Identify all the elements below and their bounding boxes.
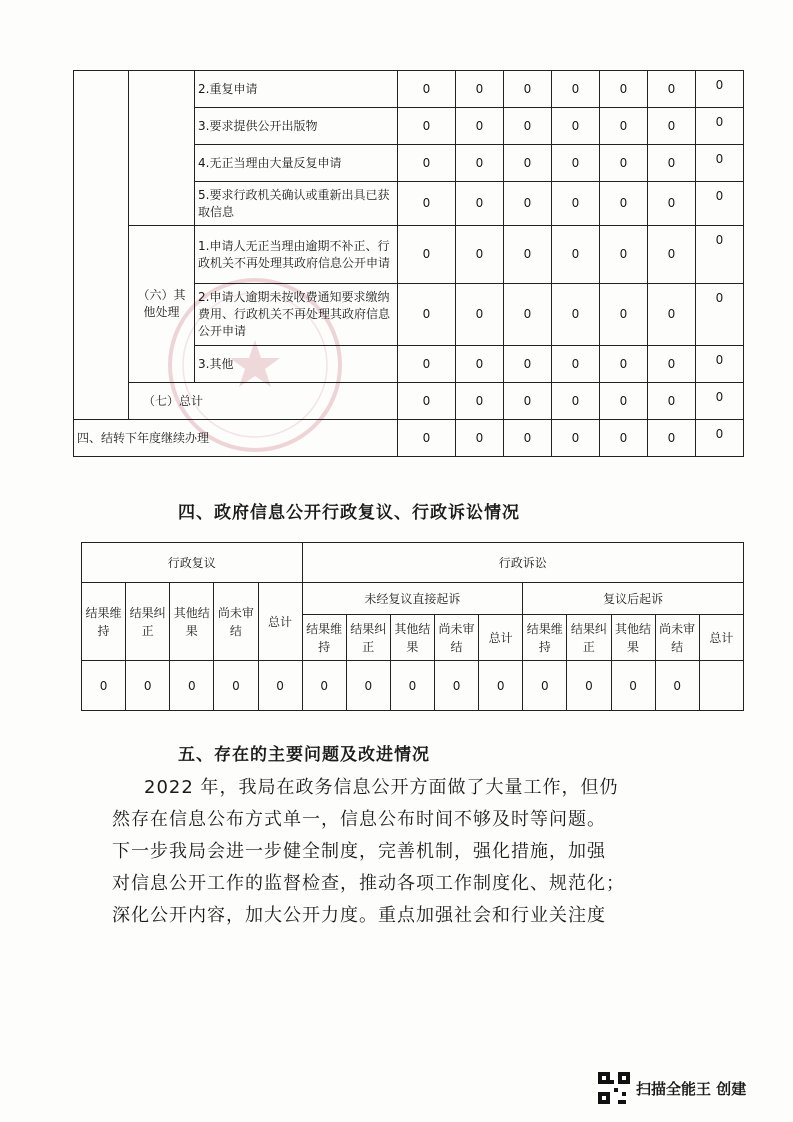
body-paragraph	[112, 772, 692, 932]
application-handling-table	[73, 70, 744, 457]
total-value: 0	[504, 383, 552, 420]
row-label: 2.申请人逾期未按收费通知要求缴纳费用、行政机关不再处理其政府信息公开申请	[195, 284, 398, 346]
row-value: 0	[696, 145, 744, 182]
row-value: 0	[648, 284, 696, 346]
col-review-2: 结果纠正	[126, 583, 170, 661]
review-value: 0	[126, 661, 170, 711]
row-value: 0	[648, 226, 696, 284]
row-value: 0	[552, 346, 600, 383]
row-value: 0	[456, 284, 504, 346]
row-value: 0	[552, 182, 600, 226]
row-value: 0	[456, 108, 504, 145]
row-value: 0	[600, 145, 648, 182]
total-value: 0	[456, 383, 504, 420]
row-value: 0	[600, 182, 648, 226]
col-direct-4: 尚未审结	[435, 615, 479, 661]
after-value: 0	[655, 661, 699, 711]
total-value: 0	[600, 383, 648, 420]
qr-code-icon	[598, 1072, 630, 1104]
total-value: 0	[696, 383, 744, 420]
row-value: 0	[504, 226, 552, 284]
section-4-title: 四、政府信息公开行政复议、行政诉讼情况	[178, 503, 520, 523]
row-value: 0	[696, 226, 744, 284]
carry-value: 0	[552, 420, 600, 457]
row-value: 0	[648, 182, 696, 226]
row-value: 0	[648, 346, 696, 383]
row-value: 0	[552, 226, 600, 284]
row-value: 0	[504, 145, 552, 182]
row-label: 1.申请人无正当理由逾期不补正、行政机关不再处理其政府信息公开申请	[195, 226, 398, 284]
row-value: 0	[504, 71, 552, 108]
header-litigation: 行政诉讼	[302, 543, 743, 583]
total-value: 0	[648, 383, 696, 420]
row-value: 0	[456, 182, 504, 226]
row-value: 0	[696, 71, 744, 108]
review-litigation-table	[81, 542, 744, 711]
after-value	[699, 661, 743, 711]
carry-value: 0	[398, 420, 456, 457]
col-direct-1: 结果维持	[302, 615, 346, 661]
group-six-label: （六）其他处理	[129, 226, 195, 383]
col-after-2: 结果纠正	[567, 615, 611, 661]
header-after-review: 复议后起诉	[523, 583, 744, 615]
review-value: 0	[258, 661, 302, 711]
row-value: 0	[696, 182, 744, 226]
carry-value: 0	[456, 420, 504, 457]
scanner-watermark-label: 扫描全能王 创建	[636, 1080, 747, 1098]
row-value: 0	[696, 284, 744, 346]
header-direct: 未经复议直接起诉	[302, 583, 523, 615]
row-value: 0	[648, 108, 696, 145]
row-value: 0	[696, 108, 744, 145]
row-label: 3.要求提供公开出版物	[195, 108, 398, 145]
row-value: 0	[456, 145, 504, 182]
carry-value: 0	[504, 420, 552, 457]
section-5-title: 五、存在的主要问题及改进情况	[178, 745, 430, 765]
row-label: 4.无正当理由大量反复申请	[195, 145, 398, 182]
direct-value: 0	[390, 661, 434, 711]
col-after-5: 总计	[699, 615, 743, 661]
row-value: 0	[552, 145, 600, 182]
row-value: 0	[600, 71, 648, 108]
col-direct-3: 其他结果	[390, 615, 434, 661]
carry-over-row-label: 四、结转下年度继续办理	[74, 420, 398, 457]
carry-value: 0	[600, 420, 648, 457]
direct-value: 0	[479, 661, 523, 711]
row-label: 3.其他	[195, 346, 398, 383]
paragraph-line: 2022 年，我局在政务信息公开方面做了大量工作，但仍	[144, 777, 619, 798]
after-value: 0	[611, 661, 655, 711]
row-label: 5.要求行政机关确认或重新出具已获取信息	[195, 182, 398, 226]
col-after-4: 尚未审结	[655, 615, 699, 661]
row-value: 0	[456, 71, 504, 108]
paragraph-line: 下一步我局会进一步健全制度，完善机制，强化措施，加强	[112, 841, 606, 862]
row-value: 0	[398, 182, 456, 226]
carry-value: 0	[648, 420, 696, 457]
paragraph-line: 然存在信息公布方式单一，信息公布时间不够及时等问题。	[112, 809, 606, 830]
col-direct-2: 结果纠正	[346, 615, 390, 661]
row-value: 0	[552, 284, 600, 346]
row-value: 0	[600, 226, 648, 284]
total-value: 0	[552, 383, 600, 420]
row-value: 0	[552, 108, 600, 145]
row-value: 0	[398, 145, 456, 182]
row-value: 0	[600, 284, 648, 346]
col-direct-5: 总计	[479, 615, 523, 661]
direct-value: 0	[302, 661, 346, 711]
row-value: 0	[504, 108, 552, 145]
row-value: 0	[648, 145, 696, 182]
paragraph-line: 对信息公开工作的监督检查，推动各项工作制度化、规范化；	[112, 873, 625, 894]
direct-value: 0	[346, 661, 390, 711]
row-value: 0	[398, 226, 456, 284]
col-after-3: 其他结果	[611, 615, 655, 661]
row-value: 0	[648, 71, 696, 108]
after-value: 0	[567, 661, 611, 711]
blank-left-column	[74, 71, 129, 420]
col-after-1: 结果维持	[523, 615, 567, 661]
col-review-3: 其他结果	[170, 583, 214, 661]
row-value: 0	[600, 108, 648, 145]
row-value: 0	[504, 182, 552, 226]
row-value: 0	[456, 226, 504, 284]
col-review-5: 总计	[258, 583, 302, 661]
row-value: 0	[696, 346, 744, 383]
col-review-4: 尚未审结	[214, 583, 258, 661]
row-value: 0	[552, 71, 600, 108]
row-value: 0	[504, 284, 552, 346]
direct-value: 0	[435, 661, 479, 711]
row-value: 0	[398, 71, 456, 108]
after-value: 0	[523, 661, 567, 711]
review-value: 0	[170, 661, 214, 711]
row-value: 0	[600, 346, 648, 383]
total-value: 0	[398, 383, 456, 420]
total-row-label: （七）总计	[129, 383, 398, 420]
row-value: 0	[504, 346, 552, 383]
blank-group-column	[129, 71, 195, 226]
row-label: 2.重复申请	[195, 71, 398, 108]
row-value: 0	[398, 346, 456, 383]
review-value: 0	[214, 661, 258, 711]
review-value: 0	[82, 661, 126, 711]
carry-value: 0	[696, 420, 744, 457]
paragraph-line: 深化公开内容，加大公开力度。重点加强社会和行业关注度	[112, 905, 606, 926]
row-value: 0	[398, 108, 456, 145]
header-review: 行政复议	[82, 543, 303, 583]
row-value: 0	[398, 284, 456, 346]
row-value: 0	[456, 346, 504, 383]
col-review-1: 结果维持	[82, 583, 126, 661]
